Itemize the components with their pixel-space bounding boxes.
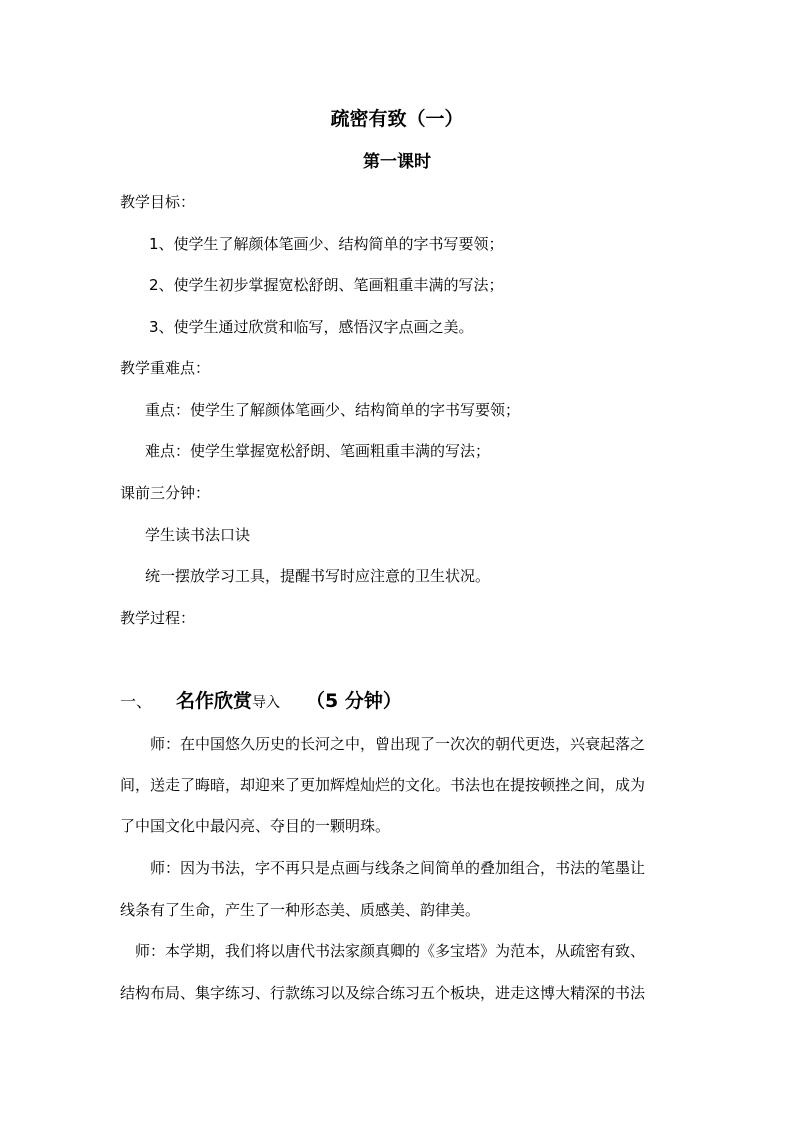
section-number: 一、: [120, 692, 153, 711]
paragraph-line: 线条有了生命，产生了一种形态美、质感美、韵律美。: [120, 901, 481, 919]
section-title: 名作欣赏: [176, 690, 253, 712]
pre-class-item: 学生读书法口诀: [145, 526, 251, 544]
section-title-suffix: 导入: [252, 695, 281, 711]
paragraph-line: 师：在中国悠久历史的长河之中，曾出现了一次次的朝代更迭，兴衰起落之: [120, 735, 646, 753]
section-time: （5 分钟）: [306, 690, 402, 712]
document-subtitle: 第一课时: [363, 152, 431, 172]
paragraph-line: 间，送走了晦暗，却迎来了更加辉煌灿烂的文化。书法也在提按顿挫之间，成为: [120, 776, 646, 794]
paragraph-line: 了中国文化中最闪亮、夺目的一颗明珠。: [120, 817, 391, 835]
pre-class-item: 统一摆放学习工具，提醒书写时应注意的卫生状况。: [145, 567, 491, 585]
pre-class-heading: 课前三分钟：: [120, 484, 211, 502]
key-point-item: 重点：使学生了解颜体笔画少、结构简单的字书写要领；: [145, 401, 521, 419]
paragraph-line: 师：本学期，我们将以唐代书法家颜真卿的《多宝塔》为范本，从疏密有致、: [120, 942, 646, 960]
objective-item: 2、使学生初步掌握宽松舒朗、笔画粗重丰满的写法；: [149, 276, 504, 294]
section-heading: [120, 688, 402, 716]
process-heading: 教学过程：: [120, 609, 196, 627]
key-points-heading: 教学重难点：: [120, 359, 211, 377]
objectives-heading: 教学目标：: [120, 193, 196, 211]
paragraph-line: 师：因为书法，字不再只是点画与线条之间简单的叠加组合，书法的笔墨让: [120, 859, 646, 877]
document-title: 疏密有致（一）: [330, 108, 464, 130]
objective-item: 1、使学生了解颜体笔画少、结构简单的字书写要领；: [149, 235, 504, 253]
key-point-item: 难点：使学生掌握宽松舒朗、笔画粗重丰满的写法；: [145, 442, 491, 460]
objective-item: 3、使学生通过欣赏和临写，感悟汉字点画之美。: [149, 318, 474, 336]
paragraph-line: 结构布局、集字练习、行款练习以及综合练习五个板块，进走这博大精深的书法: [120, 984, 646, 1002]
